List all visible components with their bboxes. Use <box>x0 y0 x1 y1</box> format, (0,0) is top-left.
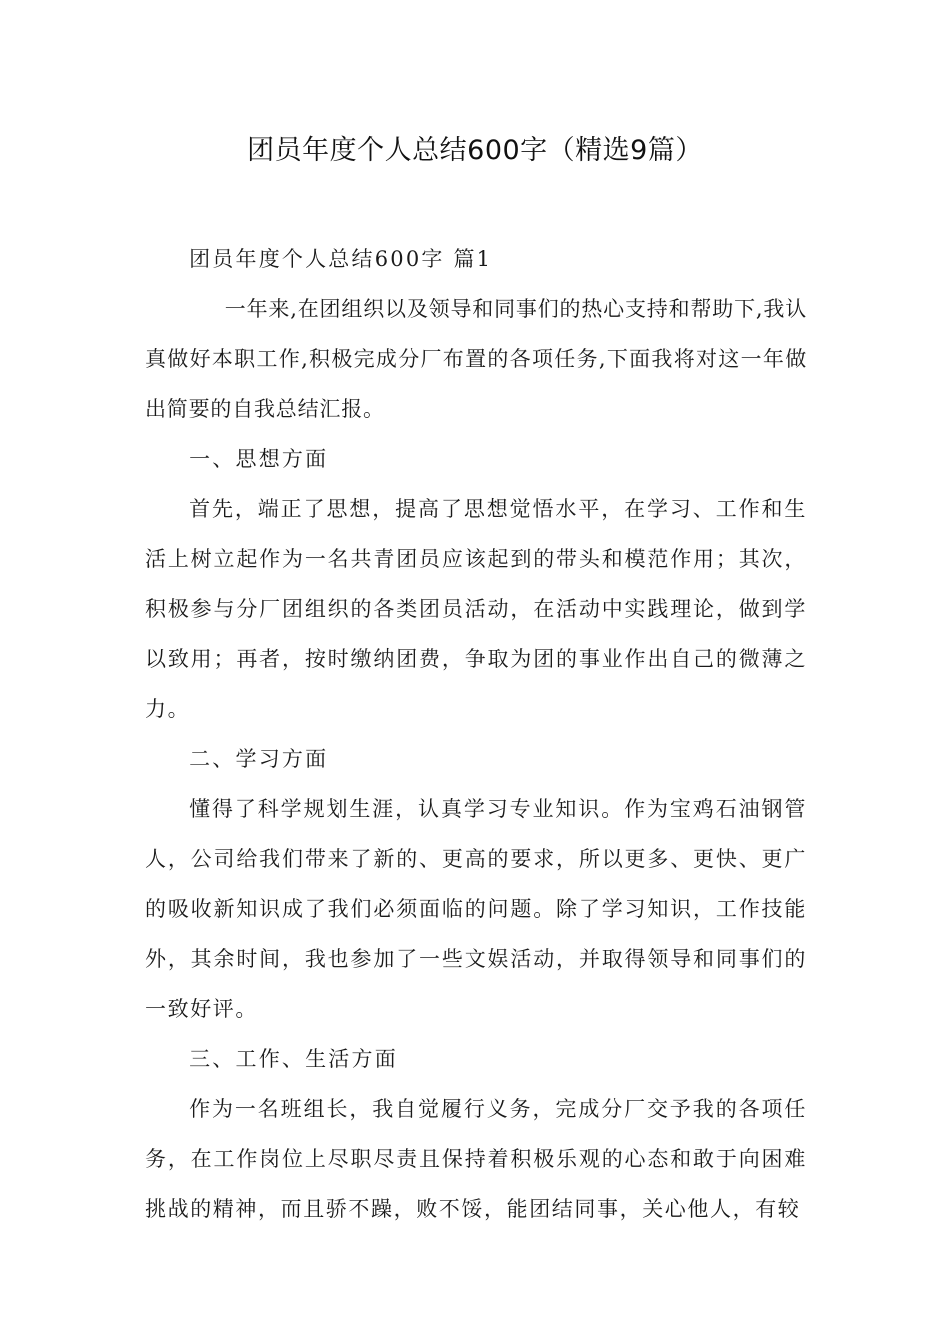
section-heading-thought: 一、思想方面 <box>189 447 329 471</box>
document-title: 团员年度个人总结600字（精选9篇） <box>247 135 703 166</box>
section-paragraph-study: 懂得了科学规划生涯，认真学习专业知识。作为宝鸡石油钢管人，公司给我们带来了新的、更高的要求，所以更多、更快、更广的吸收新知识成了我们必须面临的问题。除了学习知识，工作技能外，其余时间，我也参加了一些文娱活动，并取得领导和同事们的一致好评。 <box>145 797 807 1021</box>
document-body <box>145 234 807 1234</box>
section-heading-work-life: 三、工作、生活方面 <box>189 1047 398 1071</box>
intro-paragraph: 一年来,在团组织以及领导和同事们的热心支持和帮助下,我认真做好本职工作,积极完成分厂布置的各项任务,下面我将对这一年做出简要的自我总结汇报。 <box>145 297 807 421</box>
section-heading-study: 二、学习方面 <box>189 747 329 771</box>
section-paragraph-thought: 首先，端正了思想，提高了思想觉悟水平，在学习、工作和生活上树立起作为一名共青团员应该起到的带头和模范作用；其次，积极参与分厂团组织的各类团员活动，在活动中实践理论，做到学以致用；再者，按时缴纳团费，争取为团的事业作出自己的微薄之力。 <box>145 497 807 721</box>
article-heading: 团员年度个人总结600字 篇1 <box>189 247 493 271</box>
section-paragraph-work-life: 作为一名班组长，我自觉履行义务，完成分厂交予我的各项任务，在工作岗位上尽职尽责且保持着积极乐观的心态和敢于向困难挑战的精神，而且骄不躁，败不馁，能团结同事，关心他人，有较 <box>145 1097 807 1221</box>
